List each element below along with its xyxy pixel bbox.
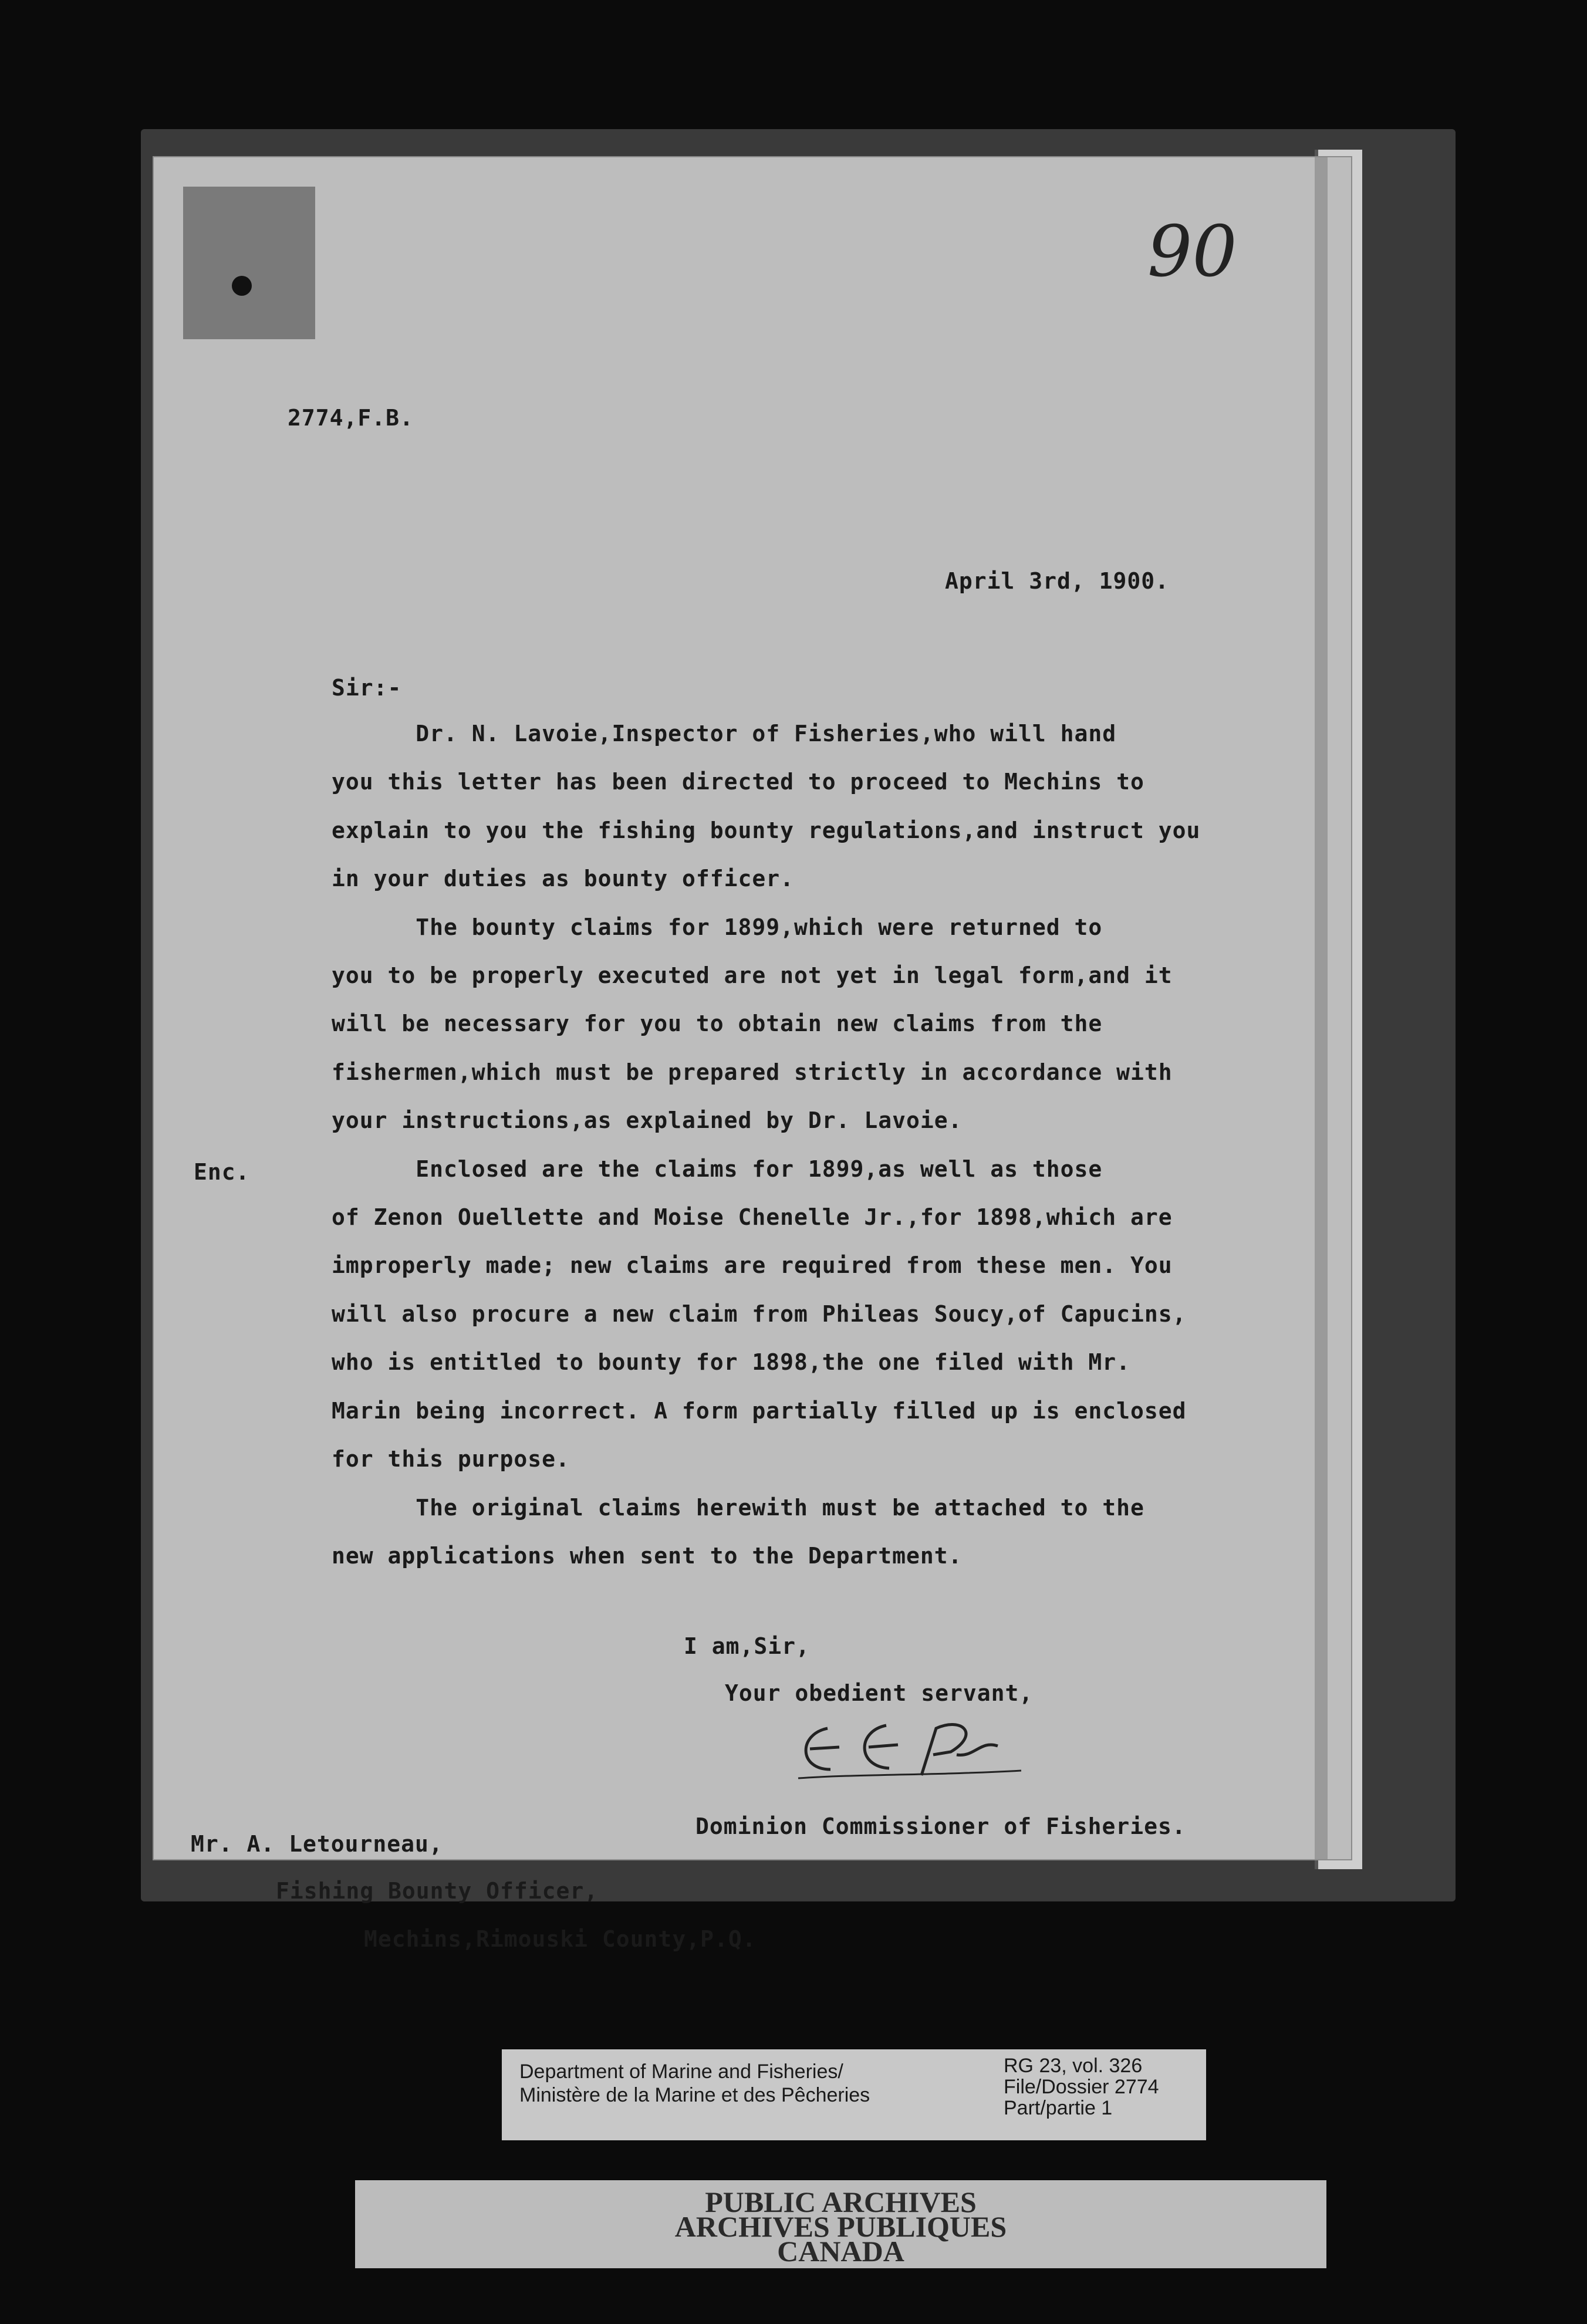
page-edge <box>1315 157 1328 1859</box>
archive-reference-label <box>502 2049 1206 2140</box>
body-line: your instructions,as explained by Dr. Lavoie. <box>332 1107 963 1133</box>
addressee-location: Mechins,Rimouski County,P.Q. <box>364 1926 757 1952</box>
handwritten-signature <box>786 1705 1045 1793</box>
letter-date: April 3rd, 1900. <box>945 568 1170 594</box>
file-reference: 2774,F.B. <box>288 405 414 431</box>
body-line: Dr. N. Lavoie,Inspector of Fisheries,who will hand <box>332 721 1117 746</box>
page-number: 90 <box>1147 211 1237 293</box>
body-line: fishermen,which must be prepared strictly in accordance with <box>332 1059 1173 1085</box>
body-line: of Zenon Ouellette and Moise Chenelle Jr.,for 1898,which are <box>332 1204 1173 1230</box>
body-line: will be necessary for you to obtain new claims from the <box>332 1011 1103 1036</box>
body-line: you to be properly executed are not yet in legal form,and it <box>332 962 1173 988</box>
archive-stamp: PUBLIC ARCHIVES ARCHIVES PUBLIQUES CANADA <box>355 2180 1326 2268</box>
body-line: who is entitled to bounty for 1898,the one filed with Mr. <box>332 1349 1131 1375</box>
body-line: Marin being incorrect. A form partially filled up is enclosed <box>332 1398 1187 1424</box>
closing-line: Your obedient servant, <box>725 1680 1034 1706</box>
body-line: The original claims herewith must be attached to the <box>332 1495 1144 1521</box>
body-line: explain to you the fishing bounty regulations,and instruct you <box>332 818 1201 843</box>
punch-hole <box>232 276 252 296</box>
body-line: Enclosed are the claims for 1899,as well as those <box>332 1156 1103 1182</box>
enclosure-note: Enc. <box>194 1159 250 1185</box>
signatory-title: Dominion Commissioner of Fisheries. <box>695 1813 1186 1839</box>
body-line: improperly made; new claims are required from these men. You <box>332 1252 1173 1278</box>
body-line: will also procure a new claim from Phileas Soucy,of Capucins, <box>332 1301 1187 1327</box>
body-line: in your duties as bounty officer. <box>332 866 794 891</box>
salutation: Sir:- <box>332 675 402 701</box>
archive-file-info: RG 23, vol. 326 File/Dossier 2774 Part/partie 1 <box>1004 2055 1159 2119</box>
closing-line: I am,Sir, <box>684 1633 810 1659</box>
body-line: new applications when sent to the Department. <box>332 1543 963 1569</box>
corner-tab <box>183 187 315 339</box>
archive-department: Department of Marine and Fisheries/ Ministère de la Marine et des Pêcheries <box>519 2060 870 2106</box>
body-line: for this purpose. <box>332 1446 570 1472</box>
body-line: you this letter has been directed to proceed to Mechins to <box>332 769 1144 795</box>
addressee-position: Fishing Bounty Officer, <box>276 1878 599 1904</box>
body-line: The bounty claims for 1899,which were returned to <box>332 914 1103 940</box>
addressee-name: Mr. A. Letourneau, <box>191 1831 443 1857</box>
